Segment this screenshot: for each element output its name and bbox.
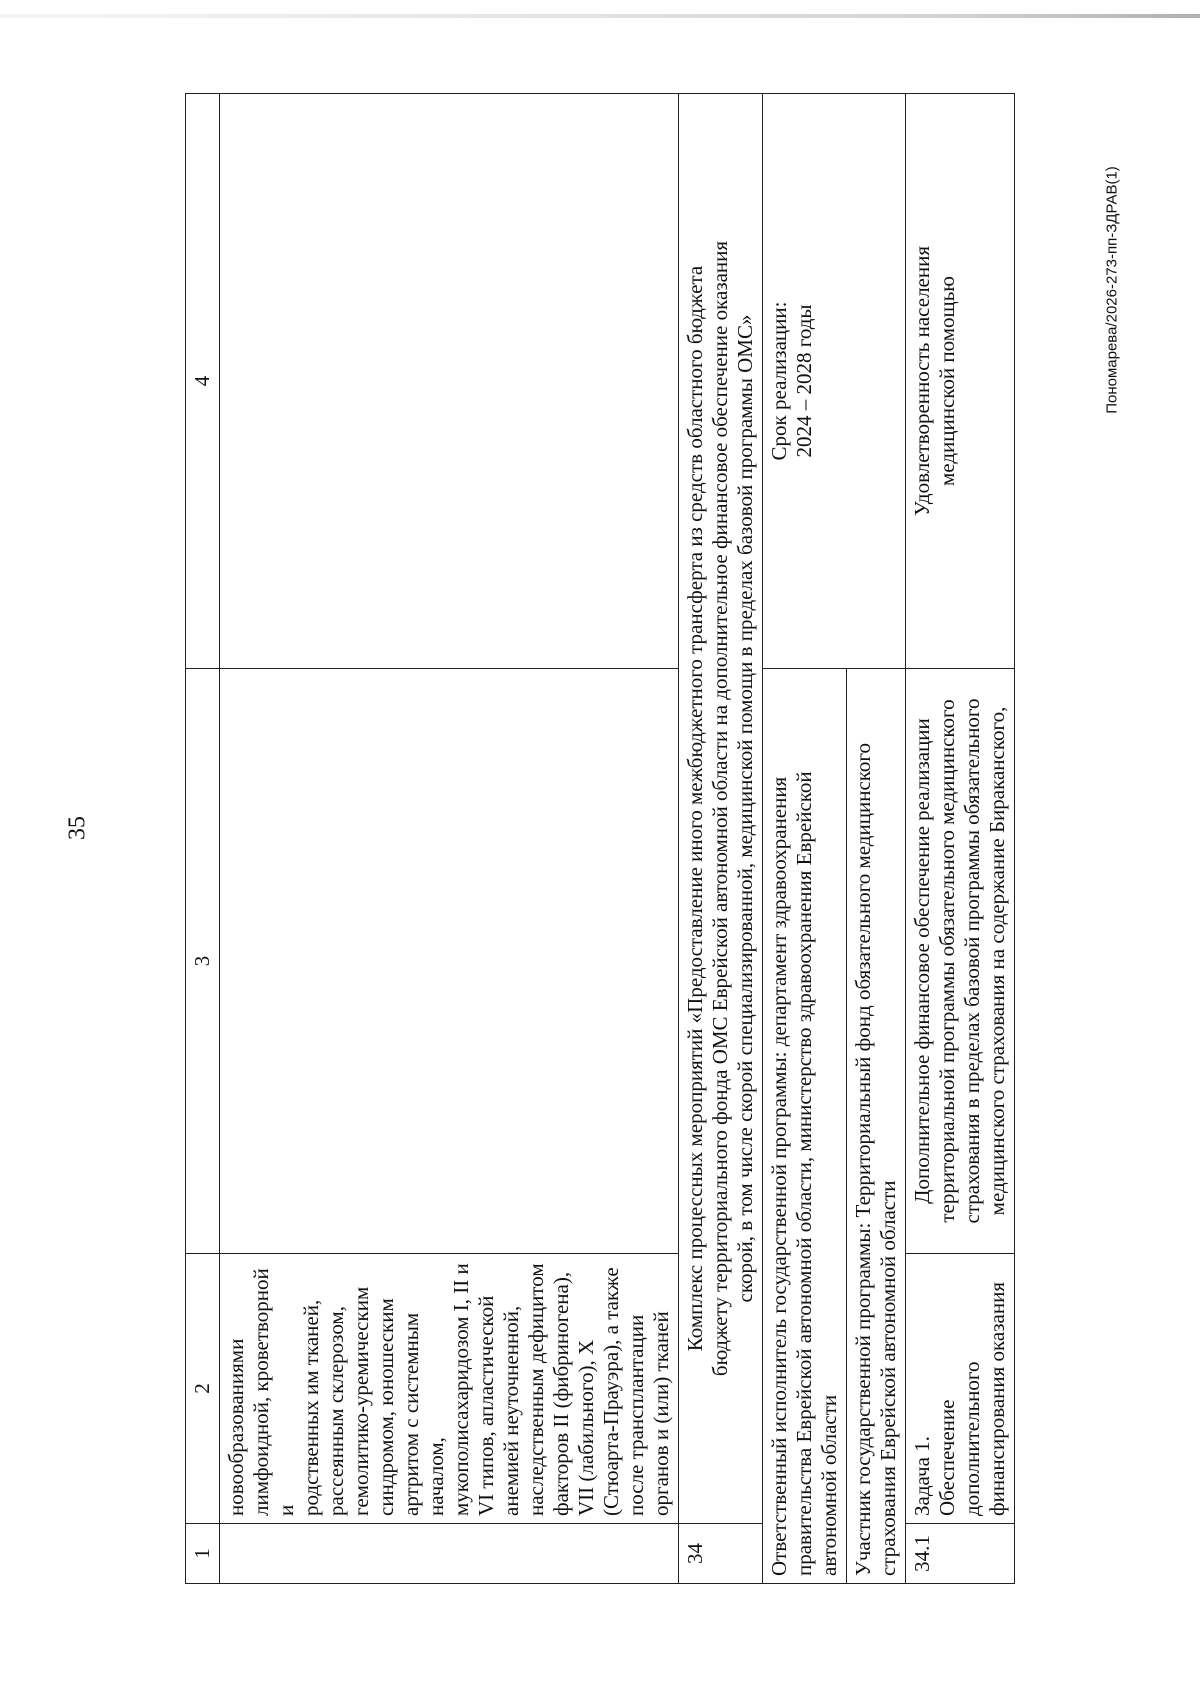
responsible-line: Ответственный исполнитель государственной программы: департамент здравоохранения bbox=[767, 776, 791, 1576]
continued-row-col-3 bbox=[220, 669, 679, 1254]
complex-title-line: бюджету территориального фонда ОМС Еврейской автономной области на дополнительное финансовое обеспечение оказания bbox=[708, 240, 732, 1377]
disease-line: органов и (или) тканей bbox=[649, 1311, 673, 1516]
disease-line: гемолитико-уремическим bbox=[349, 1286, 373, 1516]
continued-row-col-4 bbox=[220, 94, 679, 669]
responsible-line: автономной области bbox=[817, 1394, 841, 1576]
disease-line: лимфоидной, кроветворной и bbox=[249, 1268, 298, 1516]
header-col-3: 3 bbox=[186, 669, 220, 1254]
disease-line: анемией неуточненной, bbox=[499, 1305, 523, 1516]
task-indicator-cell bbox=[906, 94, 1015, 669]
responsible-executor bbox=[763, 669, 847, 1584]
task-line: Задача 1. bbox=[910, 1436, 934, 1516]
responsible-line: правительства Еврейской автономной области, министерство здравоохранения Еврейской bbox=[792, 771, 816, 1576]
task-line: Обеспечение bbox=[935, 1399, 959, 1516]
participant-line: Участник государственной программы: Территориальный фонд обязательного медицинского bbox=[851, 743, 875, 1576]
disease-line: синдромом, юношеским bbox=[374, 1298, 398, 1516]
header-col-4: 4 bbox=[186, 94, 220, 669]
header-row bbox=[186, 94, 220, 1584]
header-col-2: 2 bbox=[186, 1254, 220, 1524]
disease-line: факторов II (фибриногена), bbox=[549, 1271, 573, 1516]
continued-row bbox=[220, 94, 679, 1584]
period-line: 2024 – 2028 годы bbox=[792, 304, 816, 458]
task-description-cell bbox=[906, 669, 1015, 1254]
disease-line: мукополисахаридозом I, II и bbox=[449, 1263, 473, 1516]
implementation-period bbox=[763, 94, 906, 669]
disease-list-cell bbox=[220, 1254, 679, 1524]
section-row-34 bbox=[679, 94, 763, 1584]
header-col-1: 1 bbox=[186, 1524, 220, 1584]
task-line: дополнительного bbox=[960, 1361, 984, 1516]
disease-line: наследственным дефицитом bbox=[524, 1263, 548, 1516]
program-table bbox=[185, 93, 1015, 1584]
row-number-34: 34 bbox=[679, 1524, 763, 1584]
disease-line: VII (лабильного), X bbox=[574, 1339, 598, 1516]
document-code: Пономарева/2026-273-пп-ЗДРАВ(1) bbox=[1103, 166, 1121, 414]
disease-line: (Стюарта-Прауэра), а также bbox=[599, 1267, 623, 1516]
disease-line: новообразованиями bbox=[224, 1338, 248, 1516]
disease-line: родственных им тканей, bbox=[299, 1299, 323, 1516]
complex-title-line: скорой, в том числе скорой специализированной, медицинской помощи в пределах базовой программы ОМС» bbox=[733, 314, 757, 1303]
disease-line: после трансплантации bbox=[624, 1314, 648, 1516]
disease-line: артритом с системным bbox=[399, 1312, 423, 1516]
description-line: медицинского страхования на содержание Бираканского, bbox=[985, 706, 1009, 1216]
participant-line: страхования Еврейской автономной области bbox=[876, 1180, 900, 1576]
task-cell bbox=[906, 1254, 1015, 1524]
description-line: территориальной программы обязательного медицинского bbox=[935, 699, 959, 1223]
continued-row-number bbox=[220, 1524, 679, 1584]
indicator-line: медицинской помощью bbox=[935, 276, 959, 486]
disease-line: VI типов, апластической bbox=[474, 1295, 498, 1516]
description-line: страхования в пределах базовой программы обязательного bbox=[960, 698, 984, 1224]
scan-artifact bbox=[0, 14, 1200, 18]
period-line: Срок реализации: bbox=[767, 301, 791, 461]
complex-measures-title bbox=[679, 94, 763, 1524]
description-line: Дополнительное финансовое обеспечение реализации bbox=[910, 718, 934, 1204]
responsible-row bbox=[763, 94, 847, 1584]
disease-line: началом, bbox=[424, 1437, 448, 1516]
indicator-line: Удовлетворенность населения bbox=[910, 245, 934, 517]
rotated-table-frame bbox=[185, 94, 1085, 1584]
disease-line: рассеянным склерозом, bbox=[324, 1306, 348, 1516]
row-number-34-1: 34.1 bbox=[906, 1524, 1015, 1584]
task-row-34-1 bbox=[906, 94, 1015, 1584]
page-number: 35 bbox=[64, 816, 91, 840]
complex-title-line: Комплекс процессных мероприятий «Предоставление иного межбюджетного трансферта из средств областного бюджета bbox=[683, 265, 707, 1352]
task-line: финансирования оказания bbox=[985, 1281, 1009, 1516]
program-participant bbox=[847, 669, 906, 1584]
